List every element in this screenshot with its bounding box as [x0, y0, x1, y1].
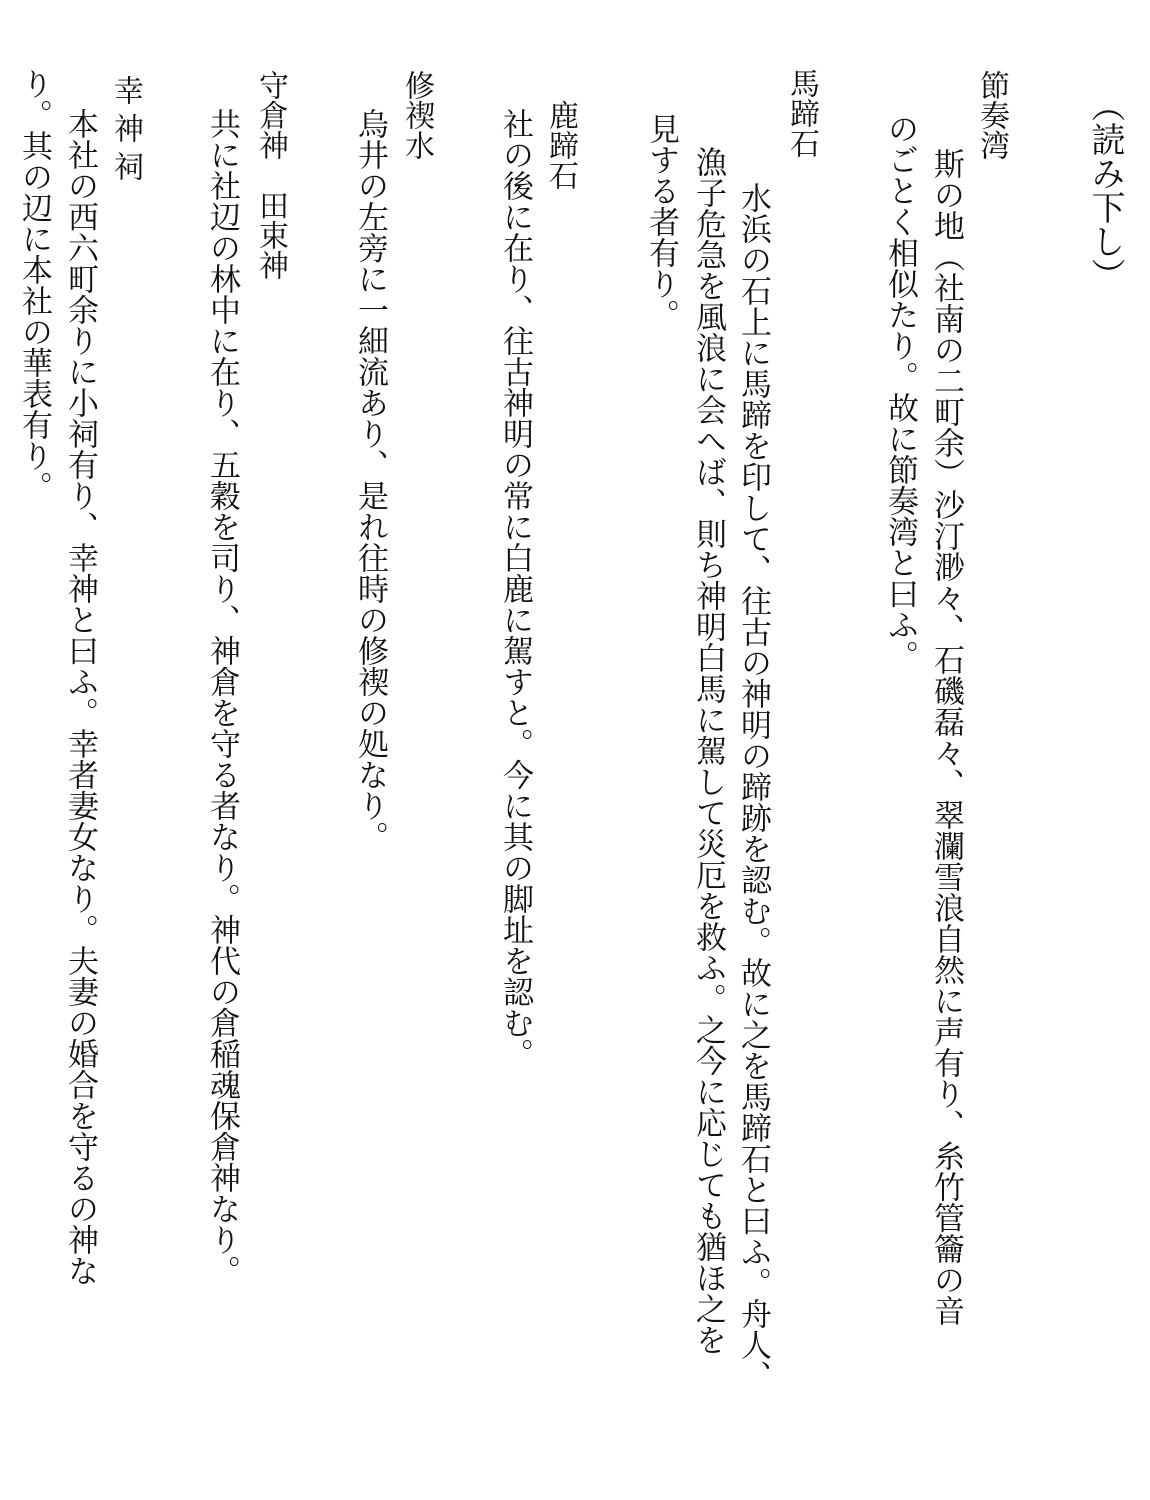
- section-heading: 修禊水: [399, 70, 434, 160]
- body-line: 斯の地（社南の二町余）沙汀渺々、石磯磊々、翠瀾雪浪自然に声有り、糸竹管籥の音: [928, 148, 964, 1326]
- page-title: （読み下し）: [1085, 88, 1125, 292]
- body-line: 漁子危急を風浪に会へば、則ち神明白馬に駕して災厄を救ふ。之今に応じても猶ほ之を: [690, 146, 726, 1355]
- body-line: のごとく相似たり。故に節奏湾と曰ふ。: [882, 113, 918, 671]
- body-line: り。其の辺に本社の華表有り。: [16, 68, 52, 502]
- body-line: 共に社辺の林中に在り、五穀を司り、神倉を守る者なり。神代の倉稲魂保倉神なり。: [204, 108, 240, 1286]
- section-heading: 幸神祠: [108, 75, 143, 189]
- section-heading: 鹿蹄石: [543, 100, 578, 190]
- body-line: 烏井の左旁に一細流あり、是れ往時の修禊の処なり。: [352, 108, 388, 852]
- section-heading: 節奏湾: [974, 70, 1009, 160]
- section-heading: 馬蹄石: [784, 68, 819, 158]
- section-heading: 守倉神 田束神: [253, 70, 288, 280]
- body-line: 社の後に在り、往古神明の常に白鹿に駕すと。今に其の脚址を認む。: [497, 108, 533, 1069]
- body-line: 水浜の石上に馬蹄を印して、往古の神明の蹄跡を認む。故に之を馬蹄石と曰ふ。舟人、: [735, 182, 771, 1391]
- body-line: 本社の西六町余りに小祠有り、幸神と曰ふ。幸者妻女なり。夫妻の婚合を守るの神な: [62, 108, 98, 1286]
- body-line: 見する者有り。: [643, 113, 679, 330]
